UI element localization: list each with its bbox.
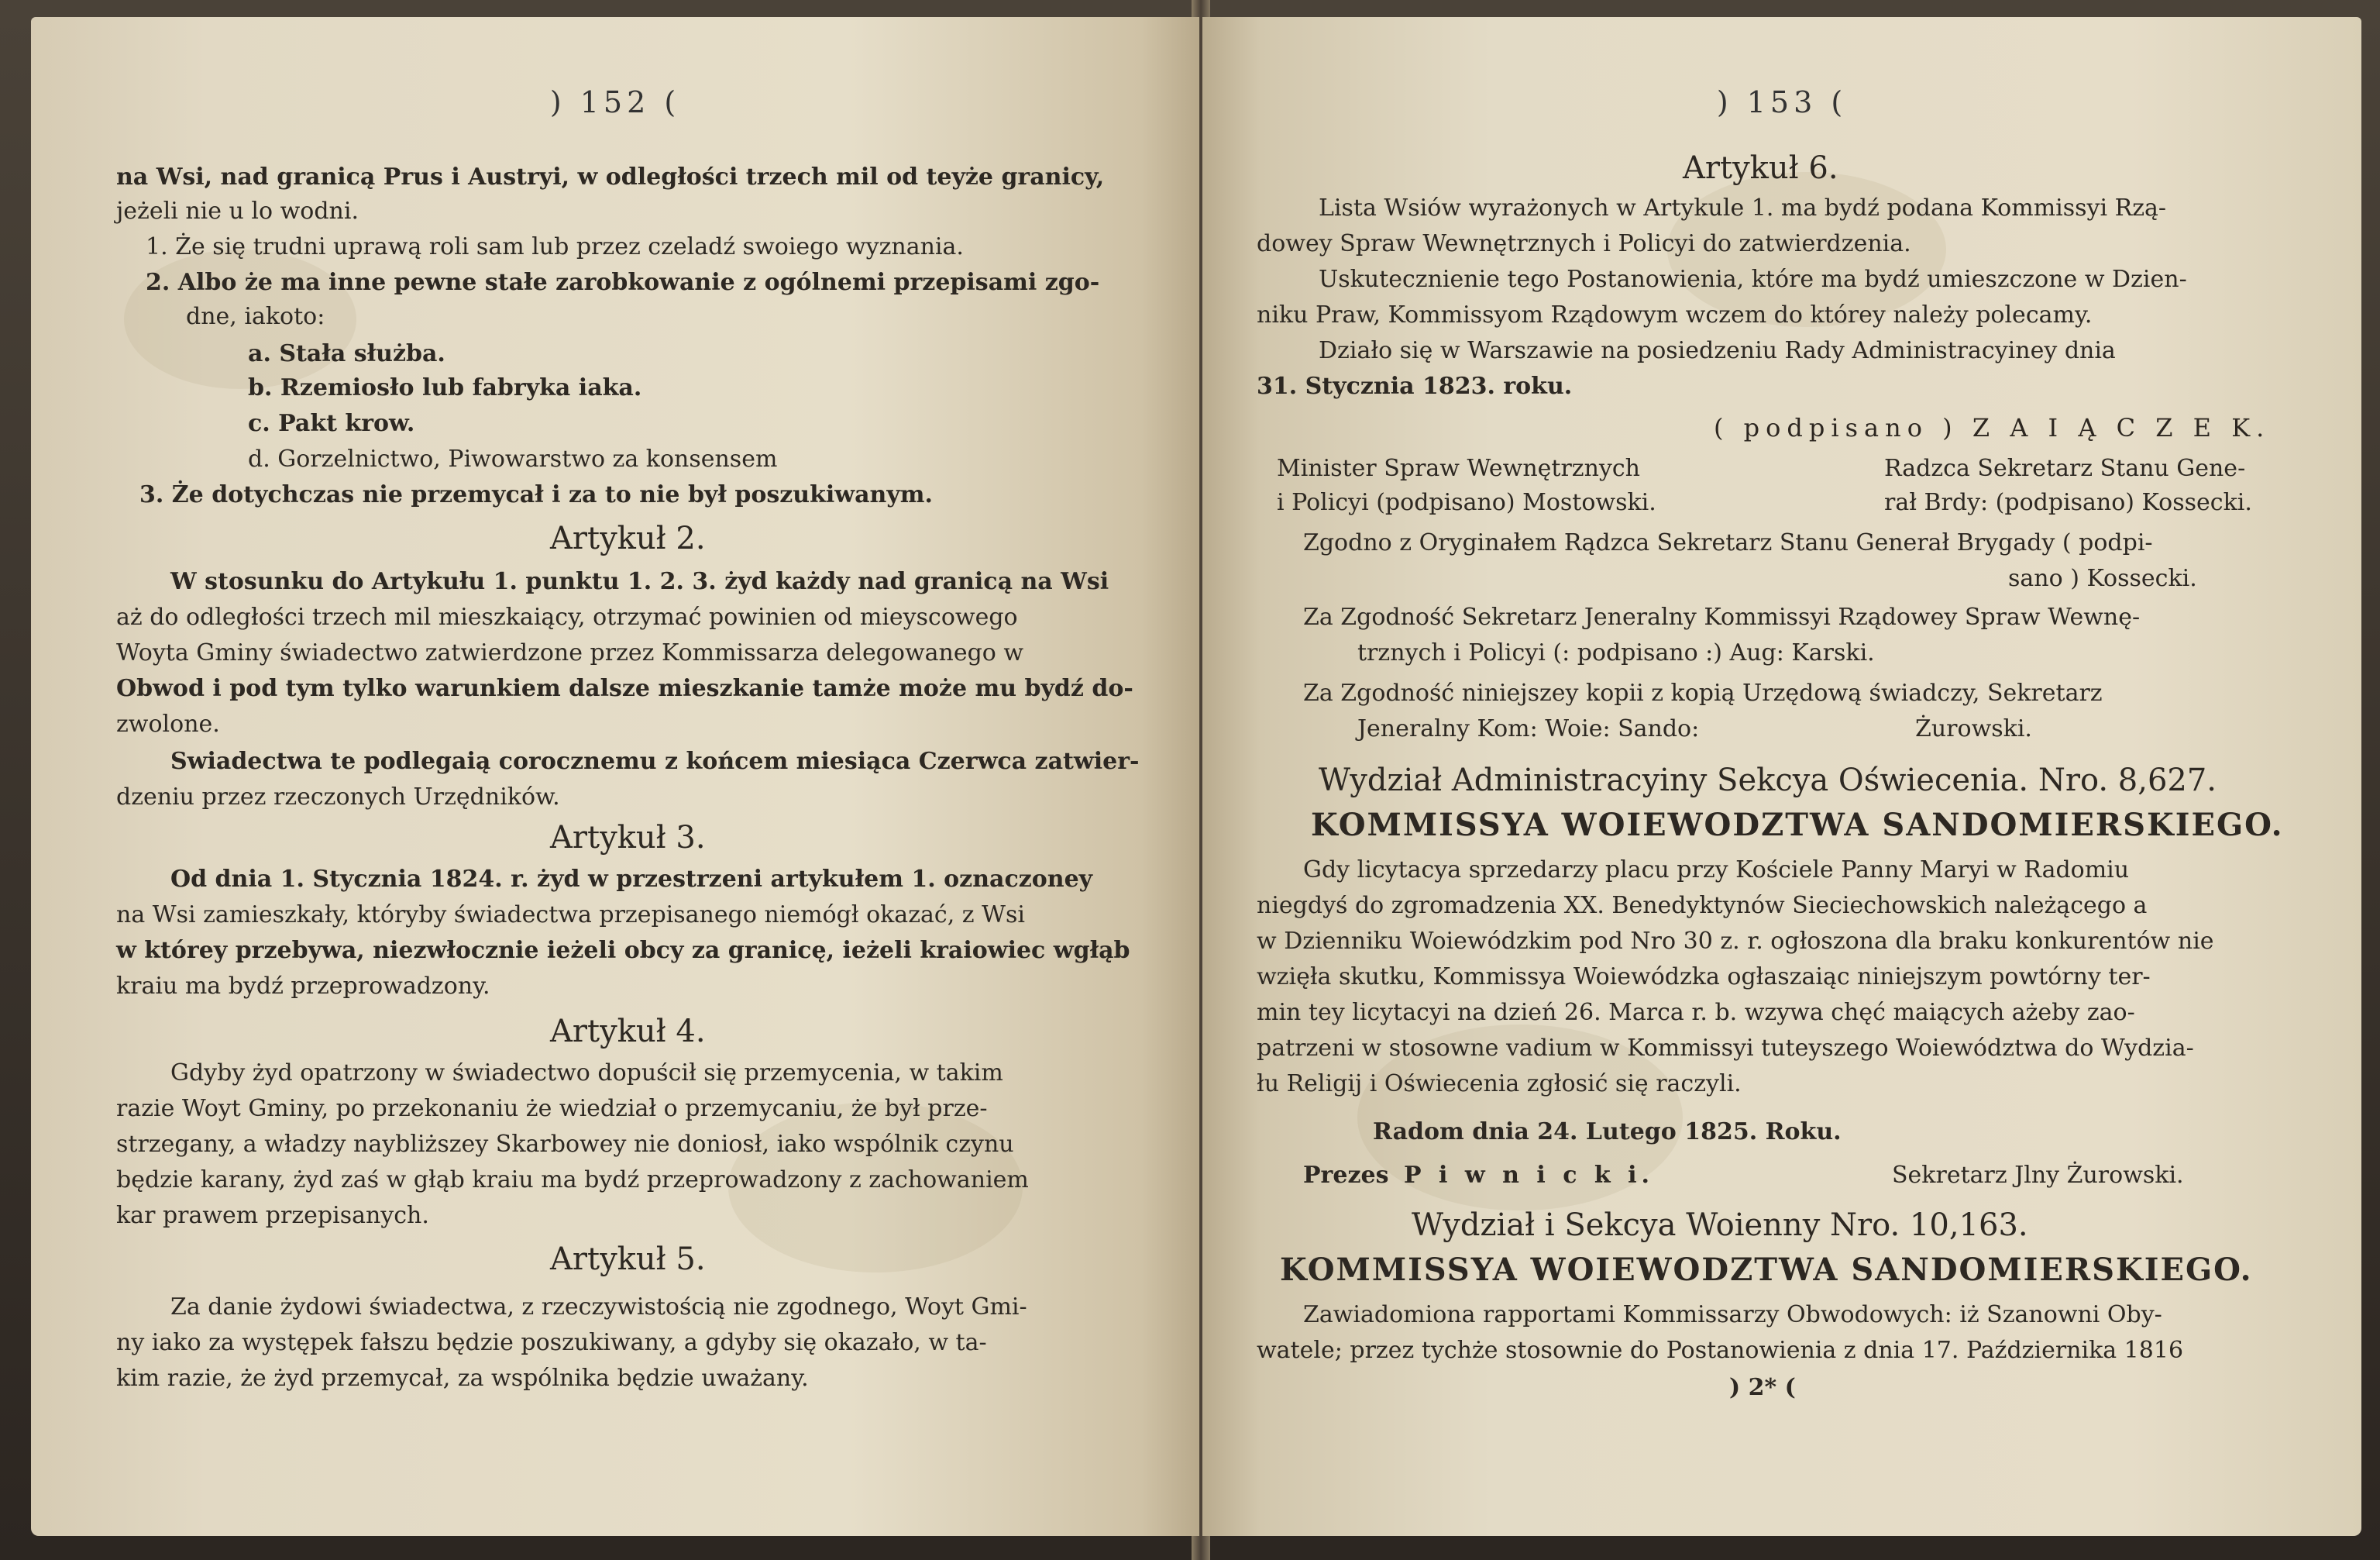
text-line: Od dnia 1. Stycznia 1824. r. żyd w przestrzeni artykułem 1. oznaczoney bbox=[170, 866, 1093, 893]
text-line: watele; przez tychże stosownie do Postanowienia z dnia 17. Października 1816 bbox=[1257, 1337, 2184, 1364]
list-item: 1. Że się trudni uprawą roli sam lub przez czeladź swoiego wyznania. bbox=[146, 233, 964, 260]
text-line: ny iako za występek fałszu będzie poszukiwany, a gdyby się okazało, w ta- bbox=[116, 1329, 987, 1356]
list-item: 3. Że dotychczas nie przemycał i za to nie był poszukiwanym. bbox=[139, 481, 933, 508]
text-line: Działo się w Warszawie na posiedzeniu Rady Administracyiney dnia bbox=[1319, 337, 2116, 364]
article-heading: Artykuł 5. bbox=[550, 1241, 706, 1277]
list-item: b. Rzemiosło lub fabryka iaka. bbox=[248, 374, 642, 401]
section-title: Wydział i Sekcya Woienny Nro. 10,163. bbox=[1412, 1207, 2028, 1243]
text-line: Jeneralny Kom: Woie: Sando: bbox=[1357, 715, 1700, 742]
sekretarz: Sekretarz Jlny Żurowski. bbox=[1892, 1162, 2184, 1189]
article-heading: Artykuł 6. bbox=[1683, 150, 1838, 186]
prezes-label: Prezes bbox=[1303, 1162, 1389, 1189]
article-heading: Artykuł 4. bbox=[550, 1014, 706, 1049]
text-line: Za Zgodność niniejszey kopii z kopią Urzędową świadczy, Sekretarz bbox=[1303, 680, 2103, 707]
text-line: patrzeni w stosowne vadium w Kommissyi tuteyszego Woiewództwa do Wydzia- bbox=[1257, 1035, 2194, 1062]
catchword: ) 2* ( bbox=[1729, 1374, 1796, 1401]
text-line: trznych i Policyi (: podpisano :) Aug: Karski. bbox=[1357, 639, 1875, 666]
text-line: na Wsi zamieszkały, któryby świadectwa przepisanego niemógł okazać, z Wsi bbox=[116, 901, 1025, 928]
signature-block: Minister Spraw Wewnętrznych bbox=[1277, 455, 1640, 482]
text-line: Uskutecznienie tego Postanowienia, które ma bydź umieszczone w Dzien- bbox=[1319, 266, 2187, 293]
text-line: sano ) Kossecki. bbox=[2008, 565, 2197, 592]
text-line: 31. Stycznia 1823. roku. bbox=[1257, 373, 1573, 400]
text-line: niku Praw, Kommissyom Rządowym wczem do którey należy polecamy. bbox=[1257, 301, 2093, 329]
page-number: ) 153 ( bbox=[1716, 85, 1848, 119]
page-number: ) 152 ( bbox=[549, 85, 681, 119]
text-line: łu Religij i Oświecenia zgłosić się raczyli. bbox=[1257, 1070, 1742, 1097]
commission-title: KOMMISSYA WOIEWODZTWA SANDOMIERSKIEGO. bbox=[1311, 807, 2284, 843]
article-heading: Artykuł 3. bbox=[550, 820, 706, 856]
text-line: zwolone. bbox=[116, 711, 220, 738]
text-line: kraiu ma bydź przeprowadzony. bbox=[116, 973, 490, 1000]
list-item: d. Gorzelnictwo, Piwowarstwo za konsensem bbox=[248, 446, 778, 473]
list-item: c. Pakt krow. bbox=[248, 410, 415, 437]
text-line: w Dzienniku Woiewódzkim pod Nro 30 z. r. ogłoszona dla braku konkurentów nie bbox=[1257, 928, 2214, 955]
signed-by: ( podpisano ) Z A I Ą C Z E K. bbox=[1714, 413, 2271, 443]
text-line: niegdyś do zgromadzenia XX. Benedyktynów Sieciechowskich należącego a bbox=[1257, 892, 2148, 919]
text-line: kim razie, że żyd przemycał, za wspólnika będzie uważany. bbox=[116, 1365, 809, 1392]
signature-block: rał Brdy: (podpisano) Kossecki. bbox=[1884, 489, 2252, 516]
text-line: Lista Wsiów wyrażonych w Artykule 1. ma bydź podana Kommissyi Rzą- bbox=[1319, 195, 2167, 222]
text-line: Zawiadomiona rapportami Kommissarzy Obwodowych: iż Szanowni Oby- bbox=[1303, 1301, 2162, 1328]
text-line: strzegany, a władzy naybliższey Skarbowey nie doniosł, iako wspólnik czynu bbox=[116, 1131, 1014, 1158]
signature-block: i Policyi (podpisano) Mostowski. bbox=[1277, 489, 1656, 516]
list-item: a. Stała służba. bbox=[248, 340, 445, 367]
prezes-name: P i w n i c k i. bbox=[1404, 1162, 1654, 1189]
text-line: Za danie żydowi świadectwa, z rzeczywistością nie zgodnego, Woyt Gmi- bbox=[170, 1293, 1027, 1321]
text-line: Swiadectwa te podlegaią corocznemu z końcem miesiąca Czerwca zatwier- bbox=[170, 748, 1140, 775]
text-line: wzięła skutku, Kommissya Woiewódzka ogłaszaiąc niniejszym powtórny ter- bbox=[1257, 963, 2151, 990]
text-line: Żurowski. bbox=[1915, 715, 2032, 742]
text-line: dowey Spraw Wewnętrznych i Policyi do zatwierdzenia. bbox=[1257, 230, 1911, 257]
commission-title: KOMMISSYA WOIEWODZTWA SANDOMIERSKIEGO. bbox=[1280, 1252, 2253, 1288]
text-line: Za Zgodność Sekretarz Jeneralny Kommissyi Rządowey Spraw Wewnę- bbox=[1303, 604, 2141, 631]
text-line: dzeniu przez rzeczonych Urzędników. bbox=[116, 783, 560, 811]
text-line: na Wsi, nad granicą Prus i Austryi, w odległości trzech mil od teyże granicy, bbox=[116, 164, 1105, 191]
text-line: min tey licytacyi na dzień 26. Marca r. b. wzywa chęć maiących ażeby zao- bbox=[1257, 999, 2135, 1026]
text-line: jeżeli nie u lo wodni. bbox=[116, 198, 359, 225]
section-title: Wydział Administracyiny Sekcya Oświecenia. Nro. 8,627. bbox=[1319, 763, 2217, 798]
text-line: razie Woyt Gminy, po przekonaniu że wiedział o przemycaniu, że był prze- bbox=[116, 1095, 988, 1122]
text-line: Gdy licytacya sprzedarzy placu przy Kościele Panny Maryi w Radomiu bbox=[1303, 856, 2130, 883]
text-line: Gdyby żyd opatrzony w świadectwo dopuścił się przemycenia, w takim bbox=[170, 1059, 1003, 1086]
text-line: Woyta Gminy świadectwo zatwierdzone przez Kommissarza delegowanego w bbox=[116, 639, 1024, 666]
text-line: aż do odległości trzech mil mieszkaiący, otrzymać powinien od mieyscowego bbox=[116, 604, 1018, 631]
left-page bbox=[31, 17, 1199, 1536]
text-line: będzie karany, żyd zaś w głąb kraiu ma bydź przeprowadzony z zachowaniem bbox=[116, 1166, 1029, 1193]
text-line: W stosunku do Artykułu 1. punktu 1. 2. 3. żyd każdy nad granicą na Wsi bbox=[170, 568, 1109, 595]
date-line: Radom dnia 24. Lutego 1825. Roku. bbox=[1373, 1118, 1842, 1145]
article-heading: Artykuł 2. bbox=[550, 521, 706, 556]
text-line: Obwod i pod tym tylko warunkiem dalsze mieszkanie tamże może mu bydź do- bbox=[116, 675, 1133, 702]
list-item: dne, iakoto: bbox=[186, 303, 325, 330]
list-item: 2. Albo że ma inne pewne stałe zarobkowanie z ogólnemi przepisami zgo- bbox=[146, 269, 1100, 296]
text-line: w którey przebywa, niezwłocznie ieżeli obcy za granicę, ieżeli kraiowiec wgłąb bbox=[116, 937, 1130, 964]
text-line: kar prawem przepisanych. bbox=[116, 1202, 429, 1229]
signature-block: Radzca Sekretarz Stanu Gene- bbox=[1884, 455, 2246, 482]
right-page bbox=[1202, 17, 2361, 1536]
text-line: Zgodno z Oryginałem Rądzca Sekretarz Stanu Generał Brygady ( podpi- bbox=[1303, 529, 2153, 556]
